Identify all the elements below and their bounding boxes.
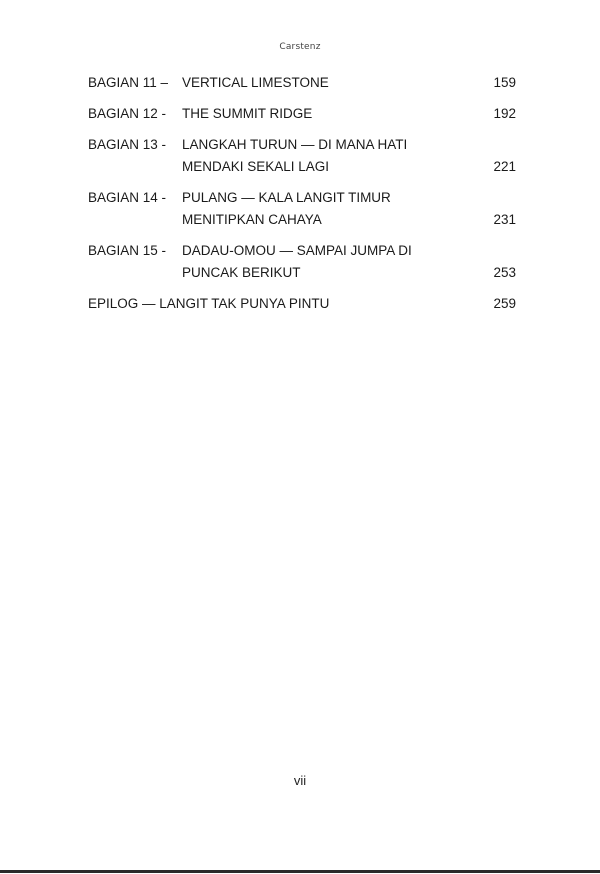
toc-entry-bagian-13 <box>88 134 518 178</box>
toc-part-label: BAGIAN 13 - <box>88 137 167 152</box>
toc-entry-bagian-15 <box>88 240 518 284</box>
toc-title: EPILOG — LANGIT TAK PUNYA PINTU <box>88 296 330 311</box>
bottom-divider <box>0 870 600 873</box>
toc-title: THE SUMMIT RIDGE <box>182 106 313 121</box>
toc-part-label: BAGIAN 12 - <box>88 106 167 121</box>
toc-title: DADAU-OMOU — SAMPAI JUMPA DI PUNCAK BERIKUT <box>182 243 412 280</box>
toc-page-number: 192 <box>493 106 516 121</box>
toc-entry-bagian-11 <box>88 72 518 94</box>
toc-page-number: 221 <box>493 159 516 174</box>
toc-part-label: BAGIAN 11 – <box>88 75 169 90</box>
toc-entry-bagian-12 <box>88 103 518 125</box>
table-of-contents <box>88 72 518 324</box>
toc-title: PULANG — KALA LANGIT TIMUR MENITIPKAN CAHAYA <box>182 190 391 227</box>
toc-page-number: 159 <box>493 75 516 90</box>
toc-title: LANGKAH TURUN — DI MANA HATI MENDAKI SEKALI LAGI <box>182 137 408 174</box>
page-number: vii <box>293 773 307 788</box>
toc-part-label: BAGIAN 15 - <box>88 243 167 258</box>
running-header: Carstenz <box>279 42 321 52</box>
toc-title: VERTICAL LIMESTONE <box>182 75 329 90</box>
toc-part-label: BAGIAN 14 - <box>88 190 167 205</box>
toc-page-number: 231 <box>493 212 516 227</box>
toc-entry-epilog <box>88 293 518 315</box>
toc-entry-bagian-14 <box>88 187 518 231</box>
toc-page-number: 259 <box>493 296 516 311</box>
toc-page-number: 253 <box>493 265 516 280</box>
